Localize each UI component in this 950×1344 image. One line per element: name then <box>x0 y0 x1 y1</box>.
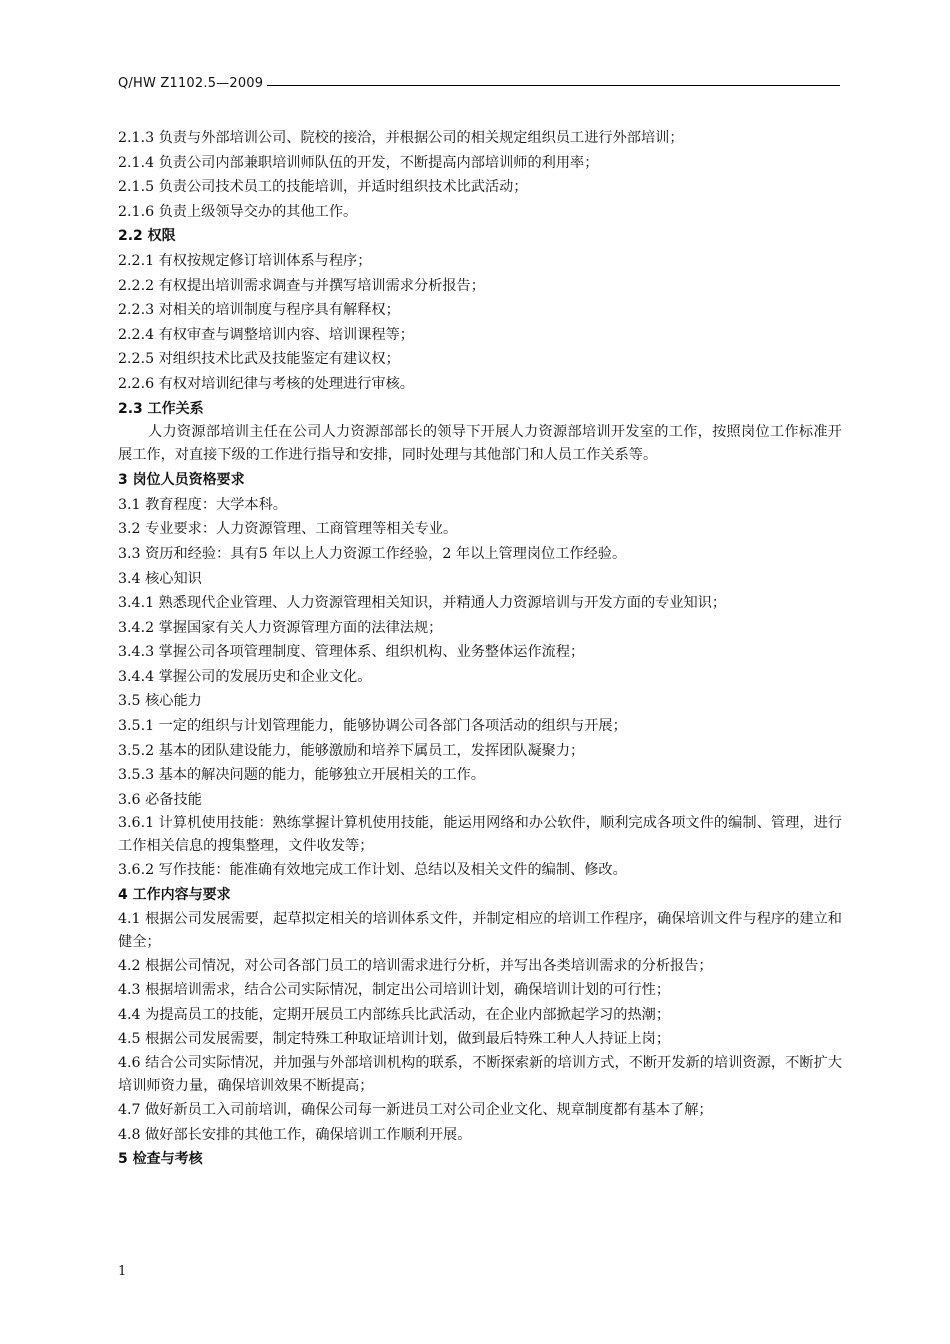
clause-2-1-6: 2.1.6 负责上级领导交办的其他工作。 <box>118 203 358 220</box>
heading-2-2: 2.2 权限 <box>118 228 176 245</box>
clause-3-3: 3.3 资历和经验：具有5 年以上人力资源工作经验，2 年以上管理岗位工作经验。 <box>118 545 627 562</box>
clause-2-2-2: 2.2.2 有权提出培训需求调查与并撰写培训需求分析报告； <box>118 277 485 294</box>
clause-2-2-3: 2.2.3 对相关的培训制度与程序具有解释权； <box>118 302 400 319</box>
clause-3-5-3: 3.5.3 基本的解决问题的能力，能够独立开展相关的工作。 <box>118 767 485 784</box>
clause-3-4-4: 3.4.4 掌握公司的发展历史和企业文化。 <box>118 668 372 685</box>
clause-3-6: 3.6 必备技能 <box>118 791 202 808</box>
header-rule <box>267 85 840 86</box>
clause-3-1: 3.1 教育程度：大学本科。 <box>118 496 287 513</box>
clause-4-7: 4.7 做好新员工入司前培训，确保公司每一新进员工对公司企业文化、规章制度都有基本了解； <box>118 1102 713 1118</box>
clause-3-4-3: 3.4.3 掌握公司各项管理制度、管理体系、组织机构、业务整体运作流程； <box>118 644 585 661</box>
clause-3-5: 3.5 核心能力 <box>118 693 202 710</box>
clause-2-2-5: 2.2.5 对组织技术比武及技能鉴定有建议权； <box>118 351 400 368</box>
clause-3-4-1: 3.4.1 熟悉现代企业管理、人力资源管理相关知识，并精通人力资源培训与开发方面的专业知识； <box>118 595 727 612</box>
page-header <box>118 76 840 91</box>
heading-2-3: 2.3 工作关系 <box>118 400 204 417</box>
page-number: 1 <box>118 1264 127 1279</box>
clause-4-8: 4.8 做好部长安排的其他工作，确保培训工作顺利开展。 <box>118 1126 472 1143</box>
clause-4-3: 4.3 根据培训需求，结合公司实际情况，制定出公司培训计划，确保培训计划的可行性； <box>118 982 671 999</box>
document-body <box>118 126 842 1172</box>
clause-4-1: 4.1 根据公司发展需要，起草拟定相关的培训体系文件，并制定相应的培训工作程序，确保培训文件与程序的建立和健全； <box>118 910 842 950</box>
clause-2-2-1: 2.2.1 有权按规定修订培训体系与程序； <box>118 252 372 269</box>
clause-2-1-3: 2.1.3 负责与外部培训公司、院校的接洽，并根据公司的相关规定组织员工进行外部培训； <box>118 130 684 146</box>
standard-code: Q/HW Z1102.5—2009 <box>118 76 264 91</box>
paragraph-2-3: 人力资源部培训主任在公司人力资源部部长的领导下开展人力资源部培训开发室的工作，按照岗位工作标准开展工作，对直接下级的工作进行指导和安排，同时处理与其他部门和人员工作关系等。 <box>118 424 842 464</box>
clause-4-5: 4.5 根据公司发展需要，制定特殊工种取证培训计划，做到最后特殊工种人人持证上岗； <box>118 1031 671 1048</box>
clause-3-4: 3.4 核心知识 <box>118 570 202 587</box>
clause-3-5-2: 3.5.2 基本的团队建设能力，能够激励和培养下属员工，发挥团队凝聚力； <box>118 742 585 759</box>
clause-3-2: 3.2 专业要求：人力资源管理、工商管理等相关专业。 <box>118 521 458 538</box>
heading-5: 5 检查与考核 <box>118 1151 203 1168</box>
clause-3-4-2: 3.4.2 掌握国家有关人力资源管理方面的法律法规； <box>118 619 443 636</box>
clause-3-5-1: 3.5.1 一定的组织与计划管理能力，能够协调公司各部门各项活动的组织与开展； <box>118 718 627 735</box>
clause-4-4: 4.4 为提高员工的技能，定期开展员工内部练兵比武活动，在企业内部掀起学习的热潮； <box>118 1006 671 1023</box>
clause-3-6-1: 3.6.1 计算机使用技能：熟练掌握计算机使用技能，能运用网络和办公软件，顺利完成各项文件的编制、管理，进行工作相关信息的搜集整理，文件收发等； <box>118 815 842 855</box>
clause-3-6-2: 3.6.2 写作技能：能准确有效地完成工作计划、总结以及相关文件的编制、修改。 <box>118 862 627 879</box>
heading-4: 4 工作内容与要求 <box>118 887 231 904</box>
clause-4-2: 4.2 根据公司情况，对公司各部门员工的培训需求进行分析，并写出各类培训需求的分析报告； <box>118 957 713 974</box>
heading-3: 3 岗位人员资格要求 <box>118 472 245 489</box>
clause-2-2-6: 2.2.6 有权对培训纪律与考核的处理进行审核。 <box>118 375 414 392</box>
clause-2-1-5: 2.1.5 负责公司技术员工的技能培训，并适时组织技术比武活动； <box>118 179 528 196</box>
clause-2-2-4: 2.2.4 有权审查与调整培训内容、培训课程等； <box>118 326 414 343</box>
clause-2-1-4: 2.1.4 负责公司内部兼职培训师队伍的开发，不断提高内部培训师的利用率； <box>118 154 599 171</box>
clause-4-6: 4.6 结合公司实际情况，并加强与外部培训机构的联系，不断探索新的培训方式，不断开发新的培训资源，不断扩大培训师资力量，确保培训效果不断提高； <box>118 1055 842 1094</box>
